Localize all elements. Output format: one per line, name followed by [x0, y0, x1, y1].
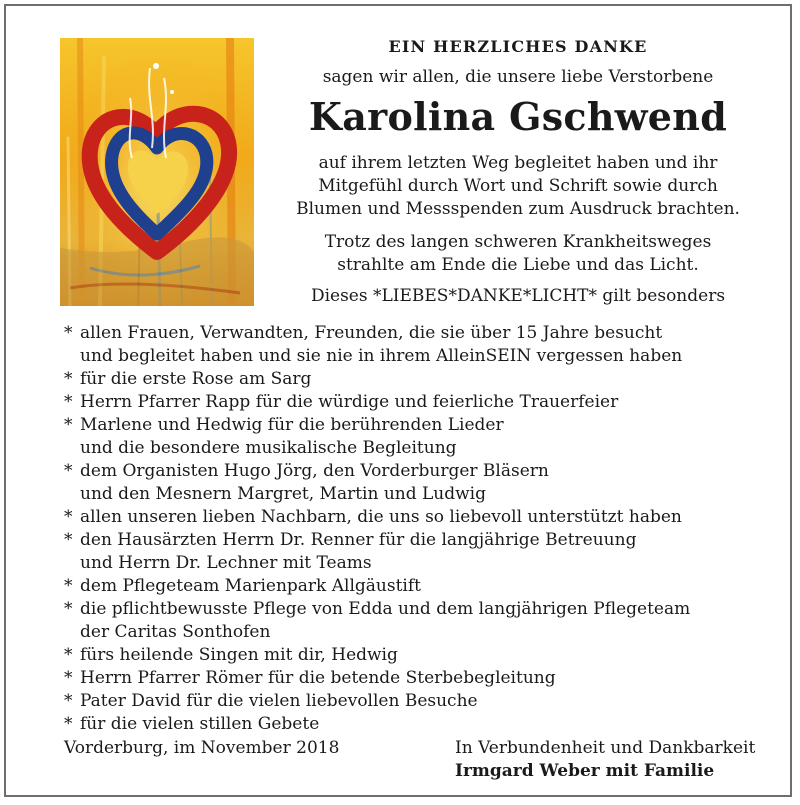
list-item: * fürs heilende Singen mit dir, Hedwig: [64, 645, 398, 665]
signature-block: [455, 737, 755, 783]
family-name: Irmgard Weber mit Familie: [455, 761, 715, 781]
place-date: Vorderburg, im November 2018: [64, 738, 340, 758]
paragraph-line: Trotz des langen schweren Krankheitsweges: [324, 232, 712, 252]
paragraph-illness: [268, 231, 768, 277]
list-item: * für die vielen stillen Gebete: [64, 714, 320, 734]
bullet-star: *: [64, 415, 73, 435]
paragraph-line: strahlte am Ende die Liebe und das Licht.: [337, 255, 699, 275]
list-item: * dem Organisten Hugo Jörg, den Vorderburger Bläsern und den Mesnern Margret, Martin und Ludwig: [64, 461, 549, 504]
intro-line: sagen wir allen, die unsere liebe Verstorbene: [322, 67, 714, 87]
paragraph-line: Mitgefühl durch Wort und Schrift sowie durch: [318, 176, 718, 196]
bullet-star: *: [64, 714, 73, 734]
list-item: * für die erste Rose am Sarg: [64, 369, 312, 389]
closing-line: In Verbundenheit und Dankbarkeit: [455, 738, 756, 758]
bullet-star: *: [64, 530, 73, 550]
thanks-list: [64, 322, 784, 736]
heart-painting-image: [60, 38, 254, 306]
list-item: * Pater David für die vielen liebevollen Besuche: [64, 691, 478, 711]
list-item: * dem Pflegeteam Marienpark Allgäustift: [64, 576, 421, 596]
bullet-star: *: [64, 461, 73, 481]
list-item: * die pflichtbewusste Pflege von Edda und dem langjährigen Pflegeteam der Caritas Sonthofen: [64, 599, 691, 642]
bullet-star: *: [64, 668, 73, 688]
deceased-name: Karolina Gschwend: [308, 94, 728, 139]
header-block: [268, 36, 768, 308]
obituary-card: [4, 4, 792, 797]
paragraph-gratitude: [268, 152, 768, 221]
bullet-star: *: [64, 369, 73, 389]
paragraph-line: auf ihrem letzten Weg begleitet haben und ihr: [318, 153, 718, 173]
bullet-star: *: [64, 576, 73, 596]
list-item: * allen Frauen, Verwandten, Freunden, die sie über 15 Jahre besucht und begleitet haben und sie nie in ihrem AlleinSEIN vergessen haben: [64, 323, 683, 366]
bullet-star: *: [64, 323, 73, 343]
bullet-star: *: [64, 645, 73, 665]
list-item: * Marlene und Hedwig für die berührenden Lieder und die besondere musikalische Begleitung: [64, 415, 504, 458]
paragraph-line: Blumen und Messspenden zum Ausdruck brachten.: [296, 199, 740, 219]
list-item: * den Hausärzten Herrn Dr. Renner für die langjährige Betreuung und Herrn Dr. Lechner mit Teams: [64, 530, 637, 573]
list-item: * allen unseren lieben Nachbarn, die uns so liebevoll unterstützt haben: [64, 507, 682, 527]
bullet-star: *: [64, 691, 73, 711]
bullet-star: *: [64, 599, 73, 619]
list-item: * Herrn Pfarrer Rapp für die würdige und feierliche Trauerfeier: [64, 392, 619, 412]
paragraph-special-thanks: Dieses *LIEBES*DANKE*LICHT* gilt besonders: [310, 286, 726, 306]
bullet-star: *: [64, 507, 73, 527]
list-item: * Herrn Pfarrer Römer für die betende Sterbebegleitung: [64, 668, 556, 688]
thanks-heading: EIN HERZLICHES DANKE: [388, 37, 648, 56]
bullet-star: *: [64, 392, 73, 412]
